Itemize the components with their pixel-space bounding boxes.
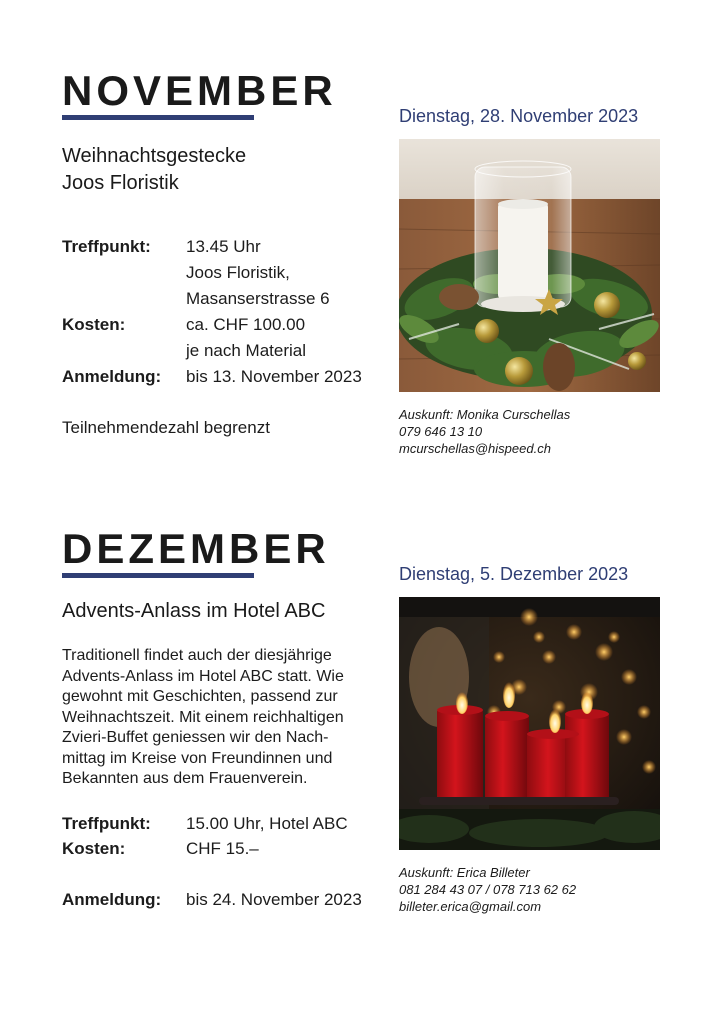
dezember-treffpunkt-label: Treffpunkt: <box>62 814 151 833</box>
november-contact <box>399 406 570 457</box>
november-treffpunkt-line-1: 13.45 Uhr <box>186 237 261 256</box>
dezember-heading: DEZEMBER <box>62 525 330 572</box>
november-treffpunkt-line-2: Joos Floristik, <box>186 263 290 282</box>
november-title-line-2: Joos Floristik <box>62 172 179 194</box>
november-contact-name: Auskunft: Monika Curschellas <box>399 407 571 422</box>
november-note: Teilnehmendezahl begrenzt <box>62 418 270 437</box>
dezember-contact-name: Auskunft: Erica Billeter <box>399 865 530 880</box>
description-line: Advents-Anlass im Hotel ABC statt. Wie <box>62 667 344 685</box>
dezember-treffpunkt-value: 15.00 Uhr, Hotel ABC <box>186 814 348 833</box>
dezember-description <box>62 646 380 790</box>
november-kosten-line-1: ca. CHF 100.00 <box>186 315 306 334</box>
dezember-contact-phone: 081 284 43 07 / 078 713 62 62 <box>399 882 577 897</box>
dezember-anmeldung-label: Anmeldung: <box>62 890 162 909</box>
november-underline <box>62 115 254 120</box>
november-anmeldung-value: bis 13. November 2023 <box>186 367 362 386</box>
november-title-line-1: Weihnachtsgestecke <box>62 145 247 167</box>
dezember-contact <box>399 864 576 915</box>
description-line: mittag im Kreise von Freundinnen und <box>62 749 333 767</box>
dezember-contact-email[interactable]: billeter.erica@gmail.com <box>399 899 542 914</box>
november-heading: NOVEMBER <box>62 67 337 114</box>
description-line: Bekannten aus dem Frauenverein. <box>62 770 308 787</box>
description-line: Weihnachtszeit. Mit einem reichhaltigen <box>62 708 344 726</box>
dezember-underline <box>62 573 254 578</box>
description-line: Zvieri-Buffet geniessen wir den Nach- <box>62 729 329 746</box>
november-treffpunkt-line-3: Masanserstrasse 6 <box>186 289 330 308</box>
november-date: Dienstag, 28. November 2023 <box>399 106 639 126</box>
november-treffpunkt-label: Treffpunkt: <box>62 237 151 256</box>
dezember-kosten-value: CHF 15.– <box>186 839 259 858</box>
november-event-title <box>62 143 246 197</box>
november-kosten-label: Kosten: <box>62 315 126 334</box>
dezember-event-title: Advents-Anlass im Hotel ABC <box>62 600 326 622</box>
november-contact-phone: 079 646 13 10 <box>399 424 483 439</box>
description-line: gewohnt mit Geschichten, passend zur <box>62 688 338 705</box>
november-kosten-line-2: je nach Material <box>186 341 307 360</box>
description-line: Traditionell findet auch der diesjährige <box>62 647 332 664</box>
dezember-date: Dienstag, 5. Dezember 2023 <box>399 564 629 584</box>
advent-wreath-photo <box>399 139 660 392</box>
november-anmeldung-label: Anmeldung: <box>62 367 162 386</box>
dezember-kosten-label: Kosten: <box>62 839 126 858</box>
dezember-anmeldung-value: bis 24. November 2023 <box>186 890 362 909</box>
november-contact-email[interactable]: mcurschellas@hispeed.ch <box>399 441 551 456</box>
red-candles-photo <box>399 597 660 850</box>
